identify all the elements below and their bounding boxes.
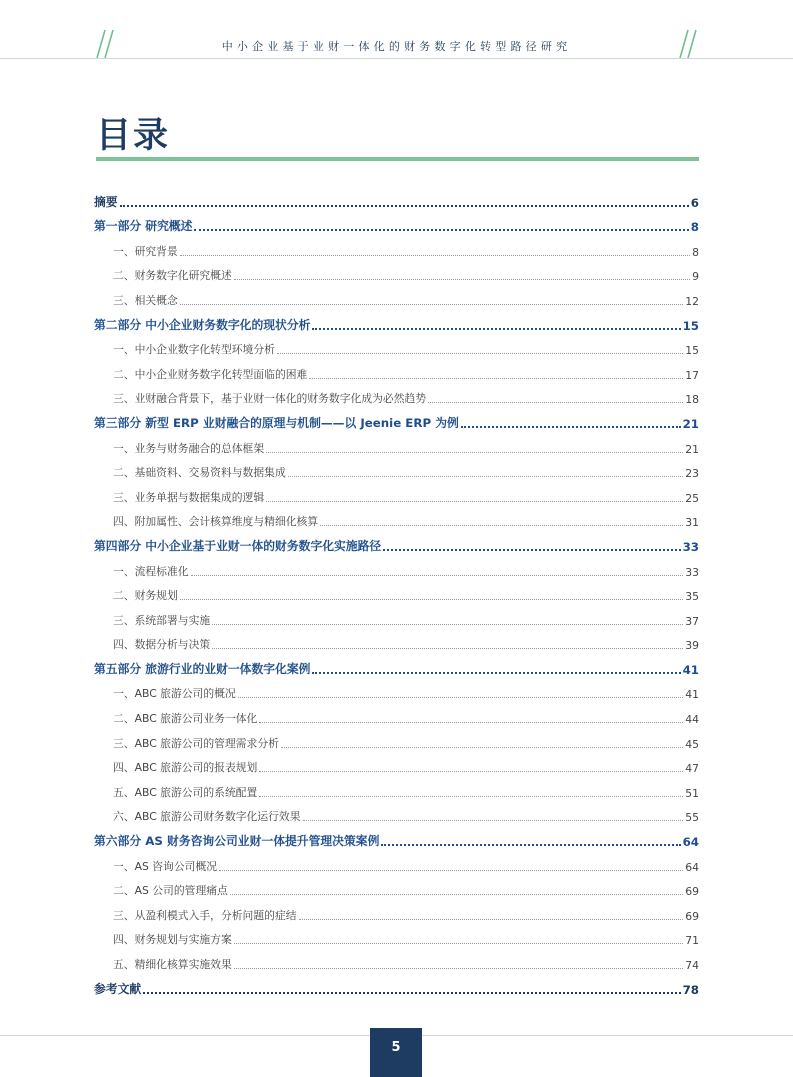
toc-subsection-entry[interactable] xyxy=(94,480,699,505)
dot-leader xyxy=(212,613,683,625)
dot-leader xyxy=(381,834,680,846)
toc-entry-label: 三、系统部署与实施 xyxy=(113,613,211,627)
dot-leader xyxy=(299,908,684,920)
toc-subsection-entry[interactable] xyxy=(94,234,699,259)
toc-section-entry[interactable] xyxy=(94,210,699,235)
dot-leader xyxy=(281,736,683,748)
dot-leader xyxy=(266,490,683,502)
toc-entry-label: 一、ABC 旅游公司的概况 xyxy=(113,687,236,701)
dot-leader xyxy=(219,859,683,871)
toc-subsection-entry[interactable] xyxy=(94,456,699,481)
dot-leader xyxy=(312,318,680,330)
toc-entry-page: 44 xyxy=(685,713,699,727)
dot-leader xyxy=(259,760,683,772)
toc-entry-page: 41 xyxy=(682,662,699,677)
dot-leader xyxy=(143,982,680,994)
toc-subsection-entry[interactable] xyxy=(94,431,699,456)
toc-subsection-entry[interactable] xyxy=(94,259,699,284)
toc-entry-label: 一、中小企业数字化转型环境分析 xyxy=(113,343,275,357)
toc-subsection-entry[interactable] xyxy=(94,554,699,579)
toc-subsection-entry[interactable] xyxy=(94,849,699,874)
toc-entry-label: 四、数据分析与决策 xyxy=(113,638,211,652)
toc-subsection-entry[interactable] xyxy=(94,775,699,800)
toc-subsection-entry[interactable] xyxy=(94,751,699,776)
dot-leader xyxy=(277,342,683,354)
toc-entry-label: 第一部分 研究概述 xyxy=(94,219,193,234)
dot-leader xyxy=(180,588,683,600)
toc-entry-label: 六、ABC 旅游公司财务数字化运行效果 xyxy=(113,810,301,824)
toc-subsection-entry[interactable] xyxy=(94,603,699,628)
toc-entry-page: 41 xyxy=(685,688,699,702)
toc-entry-page: 45 xyxy=(685,737,699,751)
dot-leader xyxy=(303,809,684,821)
toc-entry-page: 8 xyxy=(690,220,699,235)
dot-leader xyxy=(180,293,683,305)
toc-entry-label: 三、从盈利模式入手，分析问题的症结 xyxy=(113,908,297,922)
toc-entry-page: 33 xyxy=(682,539,699,554)
toc-entry-label: 三、业财融合背景下，基于业财一体化的财务数字化成为必然趋势 xyxy=(113,392,427,406)
toc-subsection-entry[interactable] xyxy=(94,505,699,530)
toc-entry-page: 51 xyxy=(685,786,699,800)
toc-entry-label: 二、基础资料、交易资料与数据集成 xyxy=(113,466,286,480)
toc-subsection-entry[interactable] xyxy=(94,283,699,308)
dot-leader xyxy=(234,957,683,969)
toc-entry-page: 8 xyxy=(692,245,699,259)
toc-entry-label: 一、流程标准化 xyxy=(113,564,189,578)
toc-entry-page: 37 xyxy=(685,614,699,628)
running-header-title: 中小企业基于业财一体化的财务数字化转型路径研究 xyxy=(221,40,572,53)
toc-entry-page: 64 xyxy=(682,835,699,850)
toc-entry-label: 一、研究背景 xyxy=(113,244,178,258)
toc-entry-label: 二、ABC 旅游公司业务一体化 xyxy=(113,712,258,726)
toc-entry-page: 25 xyxy=(685,491,699,505)
toc-subsection-entry[interactable] xyxy=(94,923,699,948)
toc-entry-label: 四、附加属性、会计核算维度与精细化核算 xyxy=(113,515,319,529)
heading-underline xyxy=(96,157,699,161)
toc-subsection-entry[interactable] xyxy=(94,333,699,358)
toc-entry-page: 12 xyxy=(685,294,699,308)
toc-section-entry[interactable] xyxy=(94,652,699,677)
toc-section-entry[interactable] xyxy=(94,185,699,210)
dot-leader xyxy=(180,244,690,256)
toc-section-entry[interactable] xyxy=(94,529,699,554)
toc-entry-label: 二、财务规划 xyxy=(113,589,178,603)
toc-subsection-entry[interactable] xyxy=(94,726,699,751)
toc-entry-label: 第三部分 新型 ERP 业财融合的原理与机制——以 Jeenie ERP 为例 xyxy=(94,415,459,430)
toc-entry-label: 五、精细化核算实施效果 xyxy=(113,958,232,971)
page-header xyxy=(0,28,793,62)
toc-entry-label: 第五部分 旅游行业的业财一体数字化案例 xyxy=(94,661,311,676)
dot-leader xyxy=(212,637,683,649)
dot-leader xyxy=(120,195,689,207)
toc-entry-label: 一、业务与财务融合的总体框架 xyxy=(113,441,265,455)
toc-entry-page: 17 xyxy=(685,368,699,382)
toc-entry-page: 74 xyxy=(685,959,699,972)
dot-leader xyxy=(312,662,680,674)
toc-subsection-entry[interactable] xyxy=(94,357,699,382)
dot-leader xyxy=(194,219,688,231)
dot-leader xyxy=(428,391,683,403)
toc-subsection-entry[interactable] xyxy=(94,947,699,972)
toc-entry-page: 21 xyxy=(685,442,699,456)
dot-leader xyxy=(259,711,683,723)
toc-entry-page: 47 xyxy=(685,762,699,776)
toc-heading: 目录 xyxy=(96,116,171,156)
toc-subsection-entry[interactable] xyxy=(94,677,699,702)
toc-entry-label: 参考文献 xyxy=(94,981,142,996)
toc-section-entry[interactable] xyxy=(94,308,699,333)
toc-entry-label: 二、AS 公司的管理痛点 xyxy=(113,884,228,898)
toc-subsection-entry[interactable] xyxy=(94,382,699,407)
toc-entry-page: 69 xyxy=(685,885,699,899)
toc-entry-page: 21 xyxy=(682,416,699,431)
dot-leader xyxy=(259,785,683,797)
toc-section-entry[interactable] xyxy=(94,972,699,997)
toc-entry-page: 18 xyxy=(685,393,699,407)
toc-entry-label: 一、AS 咨询公司概况 xyxy=(113,859,218,873)
toc-entry-page: 23 xyxy=(685,467,699,481)
toc-section-entry[interactable] xyxy=(94,824,699,849)
toc-entry-label: 第二部分 中小企业财务数字化的现状分析 xyxy=(94,317,311,332)
page-number: 5 xyxy=(391,1040,401,1055)
toc-subsection-entry[interactable] xyxy=(94,701,699,726)
toc-subsection-entry[interactable] xyxy=(94,874,699,899)
page-number-box xyxy=(370,1026,422,1077)
dot-leader xyxy=(461,416,681,428)
toc-entry-page: 33 xyxy=(685,565,699,579)
toc-entry-label: 第四部分 中小企业基于业财一体的财务数字化实施路径 xyxy=(94,538,382,553)
toc-entry-page: 9 xyxy=(692,270,699,284)
dot-leader xyxy=(383,539,680,551)
dot-leader xyxy=(234,932,683,944)
toc-entry-page: 15 xyxy=(685,344,699,358)
toc-subsection-entry[interactable] xyxy=(94,800,699,825)
double-slash-icon xyxy=(676,28,700,60)
toc-section-entry[interactable] xyxy=(94,406,699,431)
toc-entry-page: 55 xyxy=(685,811,699,825)
dot-leader xyxy=(266,441,683,453)
dot-leader xyxy=(309,367,683,379)
toc-entry-label: 四、财务规划与实施方案 xyxy=(113,933,232,947)
dot-leader xyxy=(238,686,684,698)
dot-leader xyxy=(230,883,683,895)
toc-entry-label: 二、中小企业财务数字化转型面临的困难 xyxy=(113,367,308,381)
toc-entry-label: 三、ABC 旅游公司的管理需求分析 xyxy=(113,736,279,750)
toc-entry-page: 31 xyxy=(685,516,699,530)
toc-entry-page: 39 xyxy=(685,639,699,653)
toc-entry-page: 15 xyxy=(682,318,699,333)
toc-entry-label: 三、业务单据与数据集成的逻辑 xyxy=(113,490,265,504)
page-box-accent xyxy=(370,1026,422,1029)
toc-entry-page: 64 xyxy=(685,860,699,874)
dot-leader xyxy=(320,514,683,526)
toc-entry-page: 6 xyxy=(690,195,699,210)
header-divider xyxy=(0,58,793,59)
toc-entry-label: 五、ABC 旅游公司的系统配置 xyxy=(113,785,258,799)
toc-entry-label: 三、相关概念 xyxy=(113,293,178,307)
dot-leader xyxy=(234,268,690,280)
toc-entry-label: 二、财务数字化研究概述 xyxy=(113,269,232,283)
toc-entry-page: 35 xyxy=(685,590,699,604)
toc-subsection-entry[interactable] xyxy=(94,628,699,653)
toc-subsection-entry[interactable] xyxy=(94,579,699,604)
toc-entry-page: 78 xyxy=(682,982,699,997)
toc-entry-label: 四、ABC 旅游公司的报表规划 xyxy=(113,761,258,775)
toc-entry-page: 69 xyxy=(685,909,699,923)
table-of-contents xyxy=(94,185,699,997)
toc-entry-label: 第六部分 AS 财务咨询公司业财一体提升管理决策案例 xyxy=(94,834,380,849)
dot-leader xyxy=(191,564,684,576)
toc-entry-page: 71 xyxy=(685,934,699,948)
dot-leader xyxy=(288,465,684,477)
toc-entry-label: 摘要 xyxy=(94,194,118,209)
toc-subsection-entry[interactable] xyxy=(94,898,699,923)
